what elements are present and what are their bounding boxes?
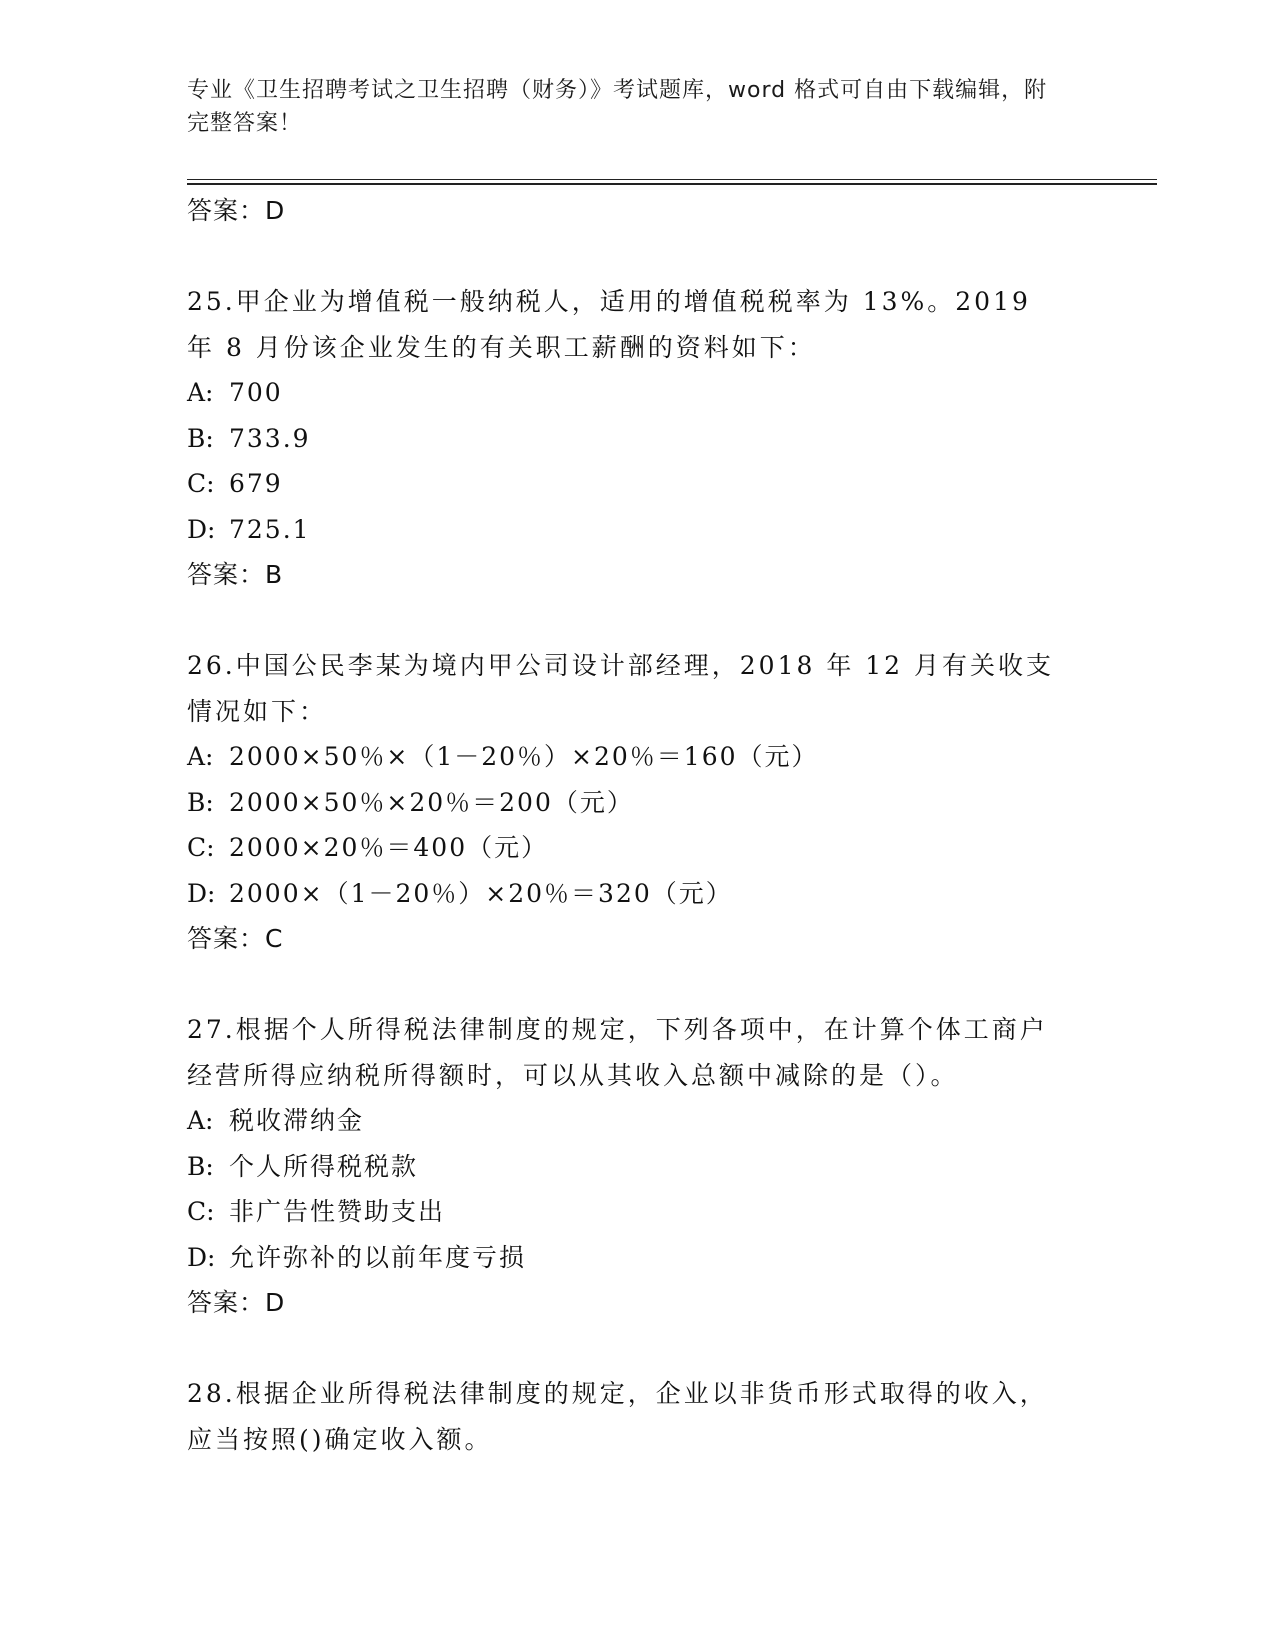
option-letter: B:: [187, 423, 214, 453]
question-list: [187, 188, 1087, 1462]
option-d: [187, 871, 1087, 917]
option-value: 679: [229, 469, 283, 498]
option-letter: D:: [187, 514, 216, 544]
document-header: 专业《卫生招聘考试之卫生招聘（财务）》考试题库，word 格式可自由下载编辑，附完整答案！: [187, 78, 1048, 136]
answer-line: 答案：D: [187, 196, 286, 225]
option-value: 个人所得税税款: [229, 1151, 419, 1181]
header-divider-thick: [187, 183, 1157, 185]
option-d: [187, 507, 1087, 553]
option-letter: C:: [187, 833, 215, 862]
option-d: [187, 1235, 1087, 1281]
option-letter: A:: [187, 742, 214, 771]
option-a: [187, 734, 1087, 780]
option-value: 非广告性赞助支出: [229, 1197, 446, 1226]
option-value: 2000×50％×20％＝200（元）: [229, 787, 634, 817]
question-text: 27.根据个人所得税法律制度的规定，下列各项中，在计算个体工商户经营所得应纳税所得额时，可以从其收入总额中减除的是（）。: [187, 1015, 1048, 1090]
option-a: [187, 1098, 1087, 1144]
question-27: [187, 1007, 1087, 1325]
option-value: 733.9: [229, 423, 311, 453]
option-value: 700: [229, 378, 283, 407]
question-28: [187, 1371, 1087, 1462]
option-value: 允许弥补的以前年度亏损: [229, 1242, 527, 1272]
question-25: [187, 279, 1087, 597]
option-letter: B:: [187, 787, 214, 817]
option-letter: C:: [187, 469, 215, 498]
option-b: [187, 416, 1087, 462]
option-b: [187, 780, 1087, 826]
header-divider-thin: [187, 179, 1157, 180]
option-letter: A:: [187, 378, 214, 407]
option-letter: D:: [187, 1242, 216, 1272]
option-c: [187, 825, 1087, 871]
option-letter: B:: [187, 1151, 214, 1181]
option-value: 2000×50％×（1－20％）×20％＝160（元）: [229, 742, 819, 771]
option-c: [187, 1189, 1087, 1235]
option-letter: D:: [187, 878, 216, 908]
option-value: 税收滞纳金: [229, 1106, 365, 1135]
option-c: [187, 461, 1087, 507]
option-b: [187, 1144, 1087, 1190]
question-text: 26.中国公民李某为境内甲公司设计部经理，2018 年 12 月有关收支情况如下：: [187, 651, 1055, 726]
answer-line: 答案：D: [187, 1288, 286, 1317]
question-text: 25.甲企业为增值税一般纳税人，适用的增值税税率为 13%。2019 年 8 月份该企业发生的有关职工薪酬的资料如下：: [187, 287, 1031, 362]
option-value: 2000×（1－20％）×20％＝320（元）: [229, 878, 733, 908]
option-a: [187, 370, 1087, 416]
option-letter: C:: [187, 1197, 215, 1226]
question-text: 28.根据企业所得税法律制度的规定，企业以非货币形式取得的收入，应当按照()确定收入额。: [187, 1379, 1048, 1454]
option-value: 725.1: [229, 514, 311, 544]
option-value: 2000×20％＝400（元）: [229, 833, 549, 862]
answer-line: 答案：C: [187, 924, 284, 953]
answer-line: 答案：B: [187, 560, 284, 589]
option-letter: A:: [187, 1106, 214, 1135]
question-26: [187, 643, 1087, 961]
